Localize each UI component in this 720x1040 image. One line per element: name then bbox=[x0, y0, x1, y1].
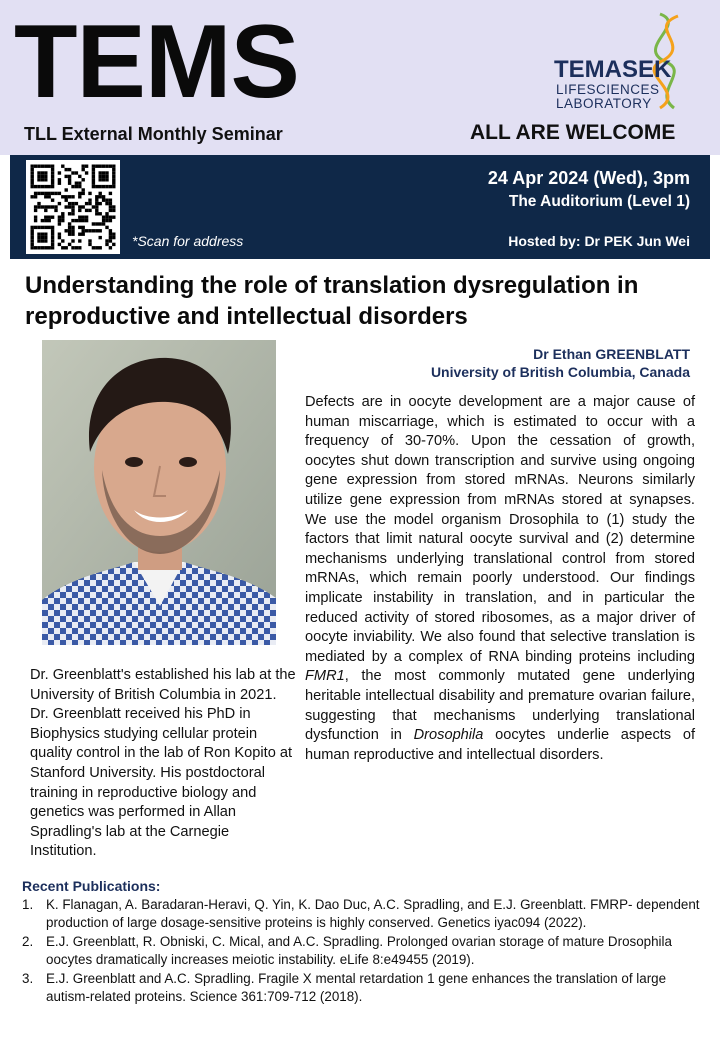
speaker-name: Dr Ethan GREENBLATT bbox=[533, 346, 690, 362]
publications-list bbox=[22, 896, 702, 1008]
abstract-gene: FMR1 bbox=[305, 668, 345, 685]
talk-title: Understanding the role of translation dysregulation in reproductive and intellectual disorders bbox=[25, 272, 639, 330]
qr-code[interactable] bbox=[26, 160, 120, 254]
abstract-text-3: oocytes underlie aspects of human reproductive and intellectual disorders. bbox=[305, 727, 695, 763]
speaker-affiliation: University of British Columbia, Canada bbox=[430, 364, 690, 380]
scan-note: *Scan for address bbox=[132, 233, 244, 249]
logo-line-2: LABORATORY bbox=[556, 96, 652, 111]
publication-number: 1. bbox=[22, 897, 34, 912]
publication-text: E.J. Greenblatt, R. Obniski, C. Mical, and A.C. Spradling. Prolonged ovarian storage of mature Drosophila oocytes dramatically increases meiotic instability. eLife 8:e49455 (2019). bbox=[46, 934, 672, 967]
event-date: 24 Apr 2024 (Wed), 3pm bbox=[487, 168, 690, 188]
speaker-photo bbox=[42, 340, 276, 645]
publication-item bbox=[22, 933, 702, 968]
tems-brand: TEMS bbox=[14, 4, 299, 120]
logo-line-1: LIFESCIENCES bbox=[556, 82, 660, 97]
publications-heading: Recent Publications: bbox=[22, 878, 161, 894]
publication-text: K. Flanagan, A. Baradaran-Heravi, Q. Yin, K. Dao Duc, A.C. Spradling, and E.J. Greenblatt. FMRP- dependent production of large dosage-sensitive proteins is highly conserved. Genetics iyac094 (2022). bbox=[46, 897, 700, 930]
speaker-bio: Dr. Greenblatt's established his lab at the University of British Columbia in 2021. Dr. Greenblatt received his PhD in Biophysics studying cellular protein quality control in the lab of Ron Kopito at Stanford University. His postdoctoral training in reproductive biology and genetics was performed in Allan Spradling's lab at the Carnegie Institution. bbox=[30, 667, 296, 860]
publication-item bbox=[22, 970, 702, 1005]
talk-abstract bbox=[305, 393, 695, 765]
abstract-text-2: , the most commonly mutated gene underlying heritable intellectual disability and premature ovarian failure, suggesting that mechanisms underlying translational dysfunction in bbox=[305, 668, 695, 744]
event-host: Hosted by: Dr PEK Jun Wei bbox=[508, 233, 690, 249]
seminar-subtitle: TLL External Monthly Seminar bbox=[24, 124, 283, 144]
all-welcome-text: ALL ARE WELCOME bbox=[470, 121, 676, 144]
event-venue: The Auditorium (Level 1) bbox=[508, 193, 690, 210]
abstract-text-1: Defects are in oocyte development are a major cause of human miscarriage, which is estimated to occur with a frequency of 30-70%. Upon the cessation of growth, oocytes shut down transcription and survive using ongoing gene expression from stored mRNAs. Neurons similarly utilize gene expression from mRNAs stored at synapses. We use the model organism Drosophila to (1) study the factors that limit natural oocyte survival and (2) determine mechanisms underlying translational control from stored mRNAs, which remain poorly understood. Our findings implicate instability in translation, and in particular the reduced activity of stored ribosomes, as a major driver of oocyte inviability. We also found that selective translation is mediated by a complex of RNA binding proteins including bbox=[305, 394, 695, 665]
publication-item bbox=[22, 896, 702, 931]
qr-code-icon bbox=[26, 160, 120, 254]
publication-text: E.J. Greenblatt and A.C. Spradling. Fragile X mental retardation 1 gene enhances the translation of large autism-related proteins. Science 361:709-712 (2018). bbox=[46, 971, 667, 1004]
logo-title: TEMASEK bbox=[554, 56, 672, 83]
temasek-logo bbox=[548, 12, 698, 112]
speaker-block bbox=[431, 345, 690, 381]
publication-number: 2. bbox=[22, 934, 34, 950]
abstract-organism: Drosophila bbox=[413, 727, 484, 744]
publication-number: 3. bbox=[22, 971, 34, 987]
